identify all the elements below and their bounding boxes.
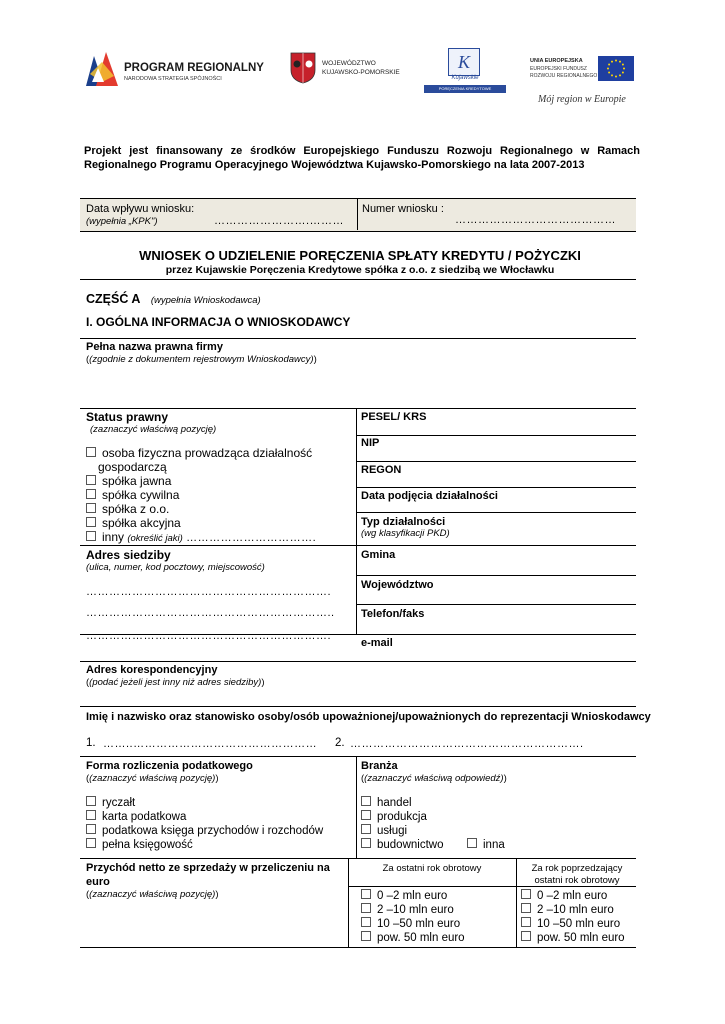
rule: [356, 604, 636, 605]
option-label: spółka jawna: [102, 474, 172, 488]
legal-status-other[interactable]: [86, 530, 351, 546]
option-label: 2 –10 mln euro: [537, 904, 614, 916]
rule: [80, 947, 636, 948]
checkbox-icon[interactable]: [361, 838, 371, 848]
start-date-label: Data podjęcia działalności: [361, 490, 498, 502]
voivodeship-logo: [290, 50, 410, 90]
checkbox-icon[interactable]: [361, 903, 371, 913]
tax-option[interactable]: [86, 796, 323, 810]
rep-field-2[interactable]: …………………………………………………….: [350, 738, 584, 750]
option-label: spółka z o.o.: [102, 502, 170, 516]
part-a-hint: (wypełnia Wnioskodawca): [150, 295, 261, 306]
option-label: ryczałt: [102, 797, 136, 809]
option-label: podatkowa księga przychodów i rozchodów: [102, 825, 324, 837]
checkbox-icon[interactable]: [521, 931, 531, 941]
tax-option[interactable]: [86, 824, 323, 838]
program-regionalny-logo: [84, 48, 264, 90]
part-a-heading: [86, 290, 261, 308]
revenue-option[interactable]: [521, 931, 625, 945]
industry-option[interactable]: [361, 810, 443, 824]
industry-option[interactable]: [361, 824, 443, 838]
voivodeship-line1: WOJEWÓDZTWO: [322, 60, 376, 67]
rule: [356, 461, 636, 462]
rule: [356, 435, 636, 436]
revenue-option[interactable]: [361, 917, 465, 931]
company-name-field[interactable]: [86, 368, 631, 406]
revenue-divider-2: [516, 858, 517, 948]
kpk-band: PORĘCZENIA KREDYTOWE: [424, 85, 506, 93]
kpk-word: Kujawskie: [451, 75, 479, 81]
checkbox-icon[interactable]: [361, 889, 371, 899]
industry-options: [361, 796, 443, 852]
checkbox-icon[interactable]: [521, 903, 531, 913]
checkbox-icon[interactable]: [361, 824, 371, 834]
option-label: osoba fizyczna prowadząca działalność: [102, 446, 313, 460]
tax-hint: ((zaznaczyć właściwą pozycję)): [86, 773, 219, 784]
rule: [80, 756, 636, 757]
industry-option[interactable]: [361, 838, 443, 852]
eu-line1: UNIA EUROPEJSKA: [530, 58, 583, 64]
part-a-label: CZĘŚĆ A: [86, 292, 141, 306]
coat-of-arms-icon: [290, 52, 316, 84]
other-hint: (określić jaki): [127, 533, 183, 544]
option-label: inna: [483, 839, 505, 851]
checkbox-icon[interactable]: [86, 810, 96, 820]
tax-option[interactable]: [86, 810, 323, 824]
revenue-divider-1: [348, 858, 349, 948]
revenue-option[interactable]: [521, 889, 625, 903]
legal-status-option[interactable]: [86, 446, 351, 460]
industry-hint-text: (zaznaczyć właściwą odpowiedź): [364, 773, 504, 784]
intake-divider: [357, 199, 358, 230]
program-subtitle: NARODOWA STRATEGIA SPÓJNOŚCI: [124, 76, 222, 82]
company-name-hint: ((zgodnie z dokumentem rejestrowym Wnioskodawcy)): [86, 354, 317, 365]
address-line-1[interactable]: ……………………………………………………….: [86, 586, 332, 598]
status-divider: [356, 408, 357, 635]
legal-status-hint: (zaznaczyć właściwą pozycję): [90, 424, 217, 435]
option-label: 0 –2 mln euro: [377, 890, 448, 902]
form-subtitle: przez Kujawskie Poręczenia Kredytowe spółka z o.o. z siedzibą we Włocławku: [165, 264, 555, 276]
eu-logo: [530, 56, 640, 116]
legal-status-option[interactable]: [86, 488, 351, 502]
option-label: inny: [102, 530, 125, 544]
option-label: pow. 50 mln euro: [377, 932, 465, 944]
title-rule: [80, 279, 636, 280]
industry-option[interactable]: [361, 796, 443, 810]
address-label: Adres siedziby: [86, 548, 171, 562]
checkbox-icon[interactable]: [86, 517, 96, 527]
voivodeship-label: Województwo: [361, 579, 434, 591]
funding-note: Projekt jest finansowany ze środków Europejskiego Funduszu Rozwoju Regionalnego w Ramach Regionalnego Programu Operacyjnego Województwa Kujawsko-Pomorskiego na lata 2007-2013: [84, 145, 640, 171]
option-label: pow. 50 mln euro: [537, 932, 625, 944]
rule: [356, 575, 636, 576]
activity-label: Typ działalności: [361, 516, 446, 528]
legal-status-option[interactable]: [86, 502, 351, 516]
form-title: WNIOSEK O UDZIELENIE PORĘCZENIA SPŁATY KREDYTU / POŻYCZKI: [139, 248, 581, 263]
representatives-label: Imię i nazwisko oraz stanowisko osoby/osób upoważnionej/upoważnionych do reprezentacji Wnioskodawcy: [86, 711, 651, 723]
nip-label: NIP: [361, 437, 380, 449]
company-name-hint-text: (zgodnie z dokumentem rejestrowym Wnioskodawcy): [89, 354, 314, 365]
checkbox-icon[interactable]: [86, 489, 96, 499]
checkbox-icon[interactable]: [86, 796, 96, 806]
rule: [80, 858, 636, 859]
address-hint: (ulica, numer, kod pocztowy, miejscowość): [86, 562, 265, 573]
legal-status-option[interactable]: [86, 474, 351, 488]
legal-status-options: [86, 446, 351, 546]
revenue-col2-header: Za rok poprzedzający ostatni rok obrotowy: [531, 863, 623, 886]
checkbox-icon[interactable]: [86, 475, 96, 485]
address-line-2[interactable]: ………………………………………………………..: [86, 607, 335, 619]
industry-hint: ((zaznaczyć właściwą odpowiedź)): [361, 773, 507, 784]
checkbox-icon[interactable]: [86, 824, 96, 834]
tax-divider: [356, 756, 357, 858]
rule: [80, 706, 636, 707]
rule: [80, 634, 636, 635]
option-label: 10 –50 mln euro: [537, 918, 621, 930]
revenue-col2-options: [521, 889, 625, 945]
address-line-3[interactable]: ……………………………………………………….: [86, 630, 332, 642]
program-title: PROGRAM REGIONALNY: [124, 62, 264, 74]
option-label: usługi: [377, 825, 408, 837]
intake-date-field[interactable]: …………………….………: [214, 215, 345, 227]
option-label: produkcja: [377, 811, 427, 823]
industry-label: Branża: [361, 760, 398, 772]
eu-flag-icon: [598, 56, 634, 81]
checkbox-icon[interactable]: [86, 531, 96, 541]
checkbox-icon[interactable]: [361, 796, 371, 806]
checkbox-icon[interactable]: [86, 503, 96, 513]
checkbox-icon[interactable]: [521, 917, 531, 927]
revenue-label: Przychód netto ze sprzedaży w przeliczeniu na euro: [86, 862, 330, 888]
checkbox-icon[interactable]: [521, 889, 531, 899]
intake-date-label: Data wpływu wniosku:: [86, 203, 195, 215]
rep-number-1: 1.: [86, 737, 96, 749]
checkbox-icon[interactable]: [361, 810, 371, 820]
revenue-hint-text: (zaznaczyć właściwą pozycję): [89, 889, 216, 900]
rule: [356, 512, 636, 513]
revenue-option[interactable]: [361, 931, 465, 945]
intake-date-hint: (wypełnia „KPK"): [86, 216, 158, 227]
revenue-option[interactable]: [361, 889, 465, 903]
option-label: spółka cywilna: [102, 488, 180, 502]
kpk-logo: [424, 48, 506, 94]
tax-options: [86, 796, 323, 852]
pesel-label: PESEL/ KRS: [361, 411, 427, 423]
rule: [80, 338, 636, 339]
checkbox-icon[interactable]: [467, 838, 477, 848]
tax-label: Forma rozliczenia podatkowego: [86, 760, 253, 772]
rule: [80, 545, 636, 546]
option-label: spółka akcyjna: [102, 516, 181, 530]
section-1-heading: I. OGÓLNA INFORMACJA O WNIOSKODAWCY: [86, 315, 351, 329]
revenue-option[interactable]: [361, 903, 465, 917]
voivodeship-line2: KUJAWSKO-POMORSKIE: [322, 69, 400, 76]
revenue-col1-header: Za ostatni rok obrotowy: [382, 863, 482, 874]
phone-label: Telefon/faks: [361, 608, 425, 620]
email-label: e-mail: [361, 637, 393, 649]
rep-field-1[interactable]: ……..…………………………………………: [103, 738, 318, 750]
corr-address-hint: ((podać jeżeli jest inny niż adres siedziby)): [86, 677, 265, 688]
option-label: handel: [377, 797, 412, 809]
industry-other-option[interactable]: [467, 838, 505, 852]
intake-number-field[interactable]: ……………………………………: [455, 214, 616, 226]
program-logo-icon: [84, 48, 120, 88]
checkbox-icon[interactable]: [361, 917, 371, 927]
revenue-hint: ((zaznaczyć właściwą pozycję)): [86, 889, 219, 900]
revenue-col1-options: [361, 889, 465, 945]
eu-line3: ROZWOJU REGIONALNEGO: [530, 73, 598, 79]
revenue-option[interactable]: [521, 903, 625, 917]
kpk-emblem-icon: K: [448, 48, 480, 76]
option-label: karta podatkowa: [102, 811, 187, 823]
regon-label: REGON: [361, 464, 402, 476]
activity-hint: (wg klasyfikacji PKD): [361, 528, 450, 539]
eu-line2: EUROPEJSKI FUNDUSZ: [530, 66, 587, 72]
option-label: 0 –2 mln euro: [537, 890, 608, 902]
checkbox-icon[interactable]: [86, 838, 96, 848]
rule: [80, 661, 636, 662]
option-label: 10 –50 mln euro: [377, 918, 461, 930]
rule: [356, 487, 636, 488]
other-field[interactable]: …………………………….: [186, 532, 317, 544]
option-label: pełna księgowość: [102, 839, 193, 851]
option-label: 2 –10 mln euro: [377, 904, 454, 916]
eu-slogan: Mój region w Europie: [538, 94, 626, 105]
option-label: budownictwo: [377, 839, 444, 851]
rule: [80, 408, 636, 409]
checkbox-icon[interactable]: [361, 931, 371, 941]
intake-number-label: Numer wniosku :: [362, 203, 444, 215]
legal-status-option-cont: gospodarczą: [98, 460, 167, 474]
corr-address-hint-text: (podać jeżeli jest inny niż adres siedziby): [89, 677, 262, 688]
legal-status-label: Status prawny: [86, 410, 169, 424]
tax-option[interactable]: [86, 838, 323, 852]
checkbox-icon[interactable]: [86, 447, 96, 457]
tax-hint-text: (zaznaczyć właściwą pozycję): [89, 773, 216, 784]
revenue-option[interactable]: [521, 917, 625, 931]
legal-status-option[interactable]: [86, 516, 351, 530]
rep-number-2: 2.: [335, 737, 345, 749]
corr-address-label: Adres korespondencyjny: [86, 664, 218, 676]
gmina-label: Gmina: [361, 549, 396, 561]
company-name-label: Pełna nazwa prawna firmy: [86, 341, 223, 353]
